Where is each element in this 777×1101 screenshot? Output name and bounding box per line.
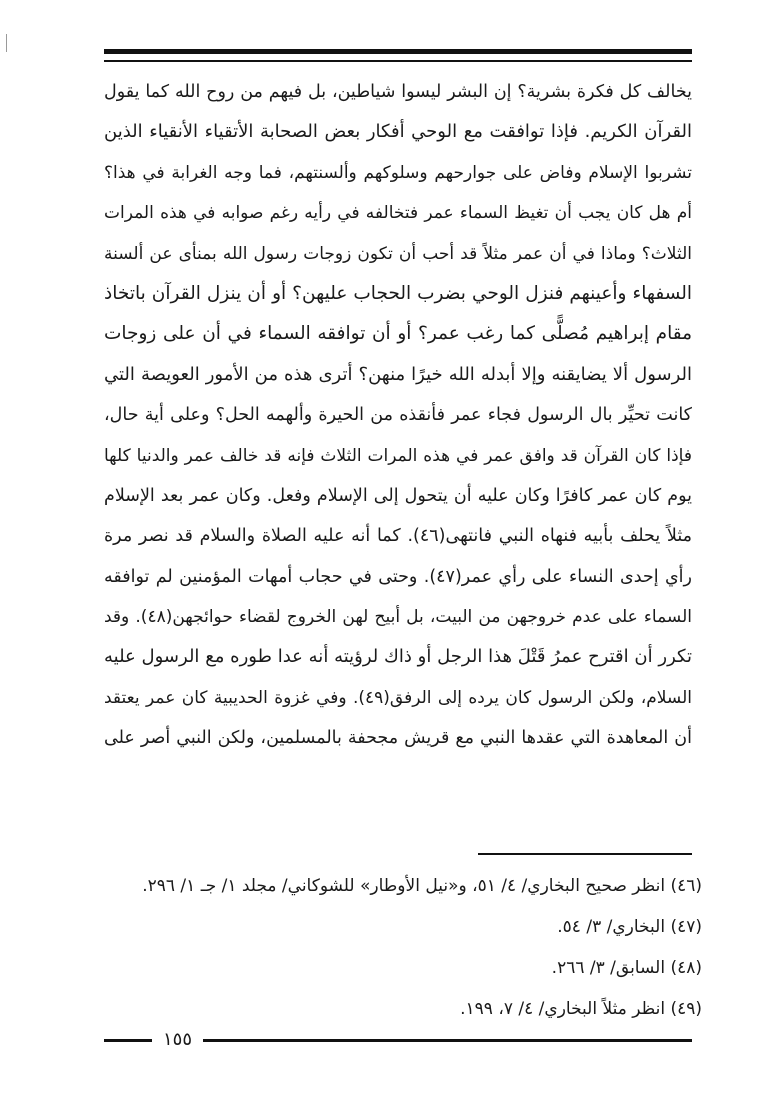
footnotes bbox=[104, 866, 702, 1030]
body-line: السلام، ولكن الرسول كان يرده إلى الرفق(٤٩). وفي غزوة الحديبية كان عمر يعتقد bbox=[104, 687, 692, 708]
footnote-separator bbox=[478, 853, 692, 855]
footnote: (٤٨) السابق/ ٣/ ٢٦٦. bbox=[551, 958, 702, 978]
body-line: السماء على عدم خروجهن من البيت، بل أبيح لهن الخروج لقضاء حوائجهن(٤٨). وقد bbox=[104, 607, 692, 628]
footnote: (٤٩) انظر مثلاً البخاري/ ٤/ ٧، ١٩٩. bbox=[460, 999, 702, 1019]
body-line: الثلاث؟ وماذا في أن عمر مثلاً قد أحب أن تكون زوجات رسول الله بمنأى عن ألسنة bbox=[104, 243, 692, 264]
body-line: تشربوا الإسلام وفاض على جوارحهم وسلوكهم وألسنتهم، فما وجه الغرابة في هذا؟ bbox=[104, 162, 692, 183]
body-line: تكرر أن اقترح عمرُ قَتْلَ هذا الرجل أو ذاك لرؤيته أنه عدا طوره مع الرسول عليه bbox=[104, 646, 692, 668]
body-line: السفهاء وأعينهم فنزل الوحي بضرب الحجاب عليهن؟ أو أن ينزل القرآن باتخاذ bbox=[104, 282, 692, 304]
body-line: رأي إحدى النساء على رأي عمر(٤٧). وحتى في حجاب أمهات المؤمنين لم توافقه bbox=[104, 566, 692, 587]
body-text bbox=[104, 72, 692, 759]
scan-margin-mark bbox=[6, 34, 7, 52]
body-line: أم هل كان يجب أن تغيظ السماء عمر فتخالفه في رأيه رغم صوابه في هذه المرات bbox=[104, 203, 692, 224]
body-line: فإذا كان القرآن قد وافق عمر في هذه المرات الثلاث فإنه قد خالف عمر والدنيا كلها bbox=[104, 445, 692, 466]
header-rule-thick bbox=[104, 49, 692, 54]
footnote: (٤٦) انظر صحيح البخاري/ ٤/ ٥١، و«نيل الأوطار» للشوكاني/ مجلد ١/ جـ ١/ ٢٩٦. bbox=[142, 876, 702, 896]
footer-rule-left bbox=[104, 1039, 152, 1042]
body-line: كانت تحيِّر بال الرسول فجاء عمر فأنقذه من الحيرة وألهمه الحل؟ وعلى أية حال، bbox=[104, 405, 692, 426]
body-line: أن المعاهدة التي عقدها النبي مع قريش مجحفة بالمسلمين، ولكن النبي أصر على bbox=[104, 728, 692, 749]
body-line: الرسول ألا يضايقنه وإلا أبدله الله خيرًا منهن؟ أترى هذه من الأمور العويصة التي bbox=[104, 363, 692, 385]
page-number: ١٥٥ bbox=[162, 1029, 192, 1050]
header-rule-thin bbox=[104, 60, 692, 62]
body-line: يوم كان عمر كافرًا وكان عليه أن يتحول إلى الإسلام وفعل. وكان عمر بعد الإسلام bbox=[104, 485, 692, 506]
body-line: مقام إبراهيم مُصلًّى كما رغب عمر؟ أو أن توافقه السماء في أن على زوجات bbox=[104, 323, 692, 345]
footer-rule-right bbox=[203, 1039, 692, 1042]
body-line: يخالف كل فكرة بشرية؟ إن البشر ليسوا شياطين، بل فيهم من روح الله كما يقول bbox=[104, 82, 692, 102]
footnote: (٤٧) البخاري/ ٣/ ٥٤. bbox=[557, 917, 702, 937]
body-line: مثلاً يحلف بأبيه فنهاه النبي فانتهى(٤٦). كما أنه عليه الصلاة والسلام قد نصر مرة bbox=[104, 526, 692, 547]
body-line: القرآن الكريم. فإذا توافقت مع الوحي أفكار بعض الصحابة الأتقياء الأنقياء الذين bbox=[104, 121, 692, 143]
